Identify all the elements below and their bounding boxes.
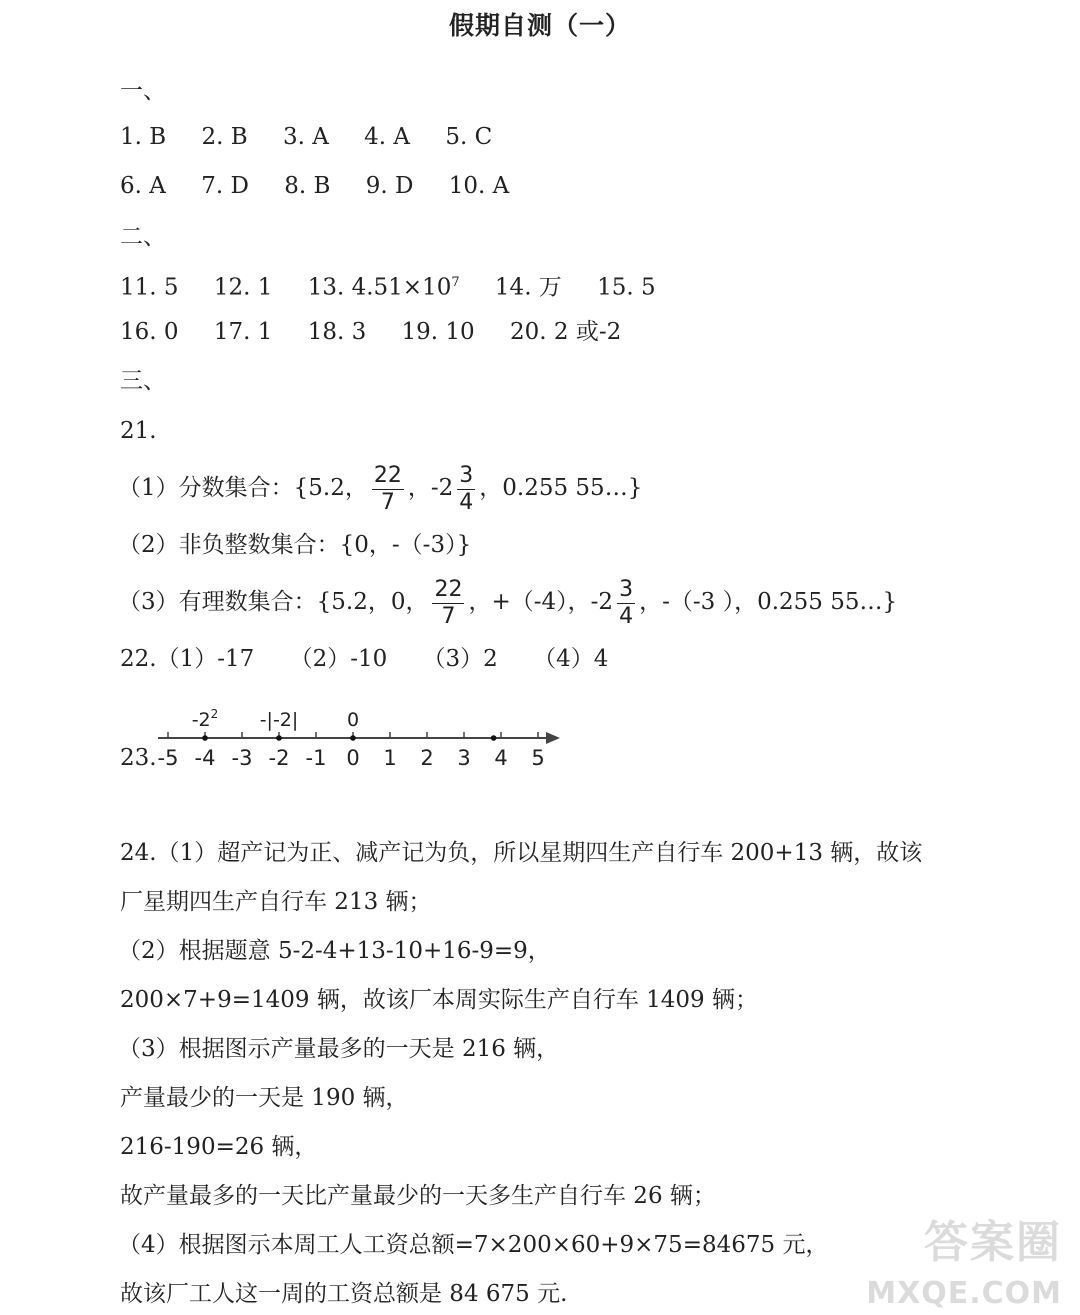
q24-line: 216-190=26 辆， — [120, 1134, 318, 1160]
tick-label: 4 — [494, 746, 508, 770]
section-heading-2: 二、 — [120, 224, 166, 250]
q24-line: 24.（1）超产记为正、减产记为负，所以星期四生产自行车 200+13 辆，故该 — [120, 840, 923, 866]
fraction-denominator: 7 — [380, 489, 395, 515]
answer-item: 11. 5 — [120, 274, 179, 301]
point-label — [260, 709, 299, 731]
q21-text: ，-2 — [407, 475, 454, 501]
q24-line: 厂星期四生产自行车 213 辆； — [120, 889, 432, 915]
q22-part: （4）4 — [533, 646, 609, 672]
answer-row-2 — [120, 171, 509, 201]
q22-part: 22.（1）-17 — [120, 646, 255, 672]
point-label-base: -|-2| — [259, 709, 299, 731]
answer-item: 6. A — [120, 173, 166, 199]
watermark — [866, 1206, 1062, 1311]
page-title: 假期自测（一） — [448, 11, 631, 40]
answer-item: 10. A — [448, 173, 510, 199]
answer-row-1 — [120, 122, 492, 152]
q21-text: （3）有理数集合：{5.2，0， — [118, 589, 429, 615]
q22-answers — [120, 644, 608, 674]
answer-item: 7. D — [201, 173, 249, 199]
watermark-url: MXQE.COM — [866, 1276, 1062, 1311]
q21-text: ，+（-4），-2 — [468, 589, 614, 615]
fraction — [432, 577, 464, 630]
fraction-denominator: 4 — [619, 603, 634, 629]
q21-text: （1）分数集合：{5.2， — [118, 475, 368, 501]
section-heading-3: 三、 — [120, 368, 166, 394]
fraction-denominator: 7 — [441, 603, 456, 629]
answer-item: 8. B — [284, 173, 331, 199]
answer-item: 12. 1 — [213, 274, 273, 301]
fraction-numerator: 3 — [459, 462, 474, 488]
answer-item: 17. 1 — [213, 319, 273, 345]
answer-item: 20. 2 或-2 — [510, 319, 622, 345]
point-marker — [350, 735, 356, 741]
fraction-numerator: 3 — [619, 576, 634, 602]
answer-item: 15. 5 — [597, 274, 656, 301]
answer-item: 14. 万 — [494, 274, 562, 301]
answer-item: 3. A — [282, 124, 329, 150]
q21-answer-2: （2）非负整数集合：{0，-（-3）} — [118, 532, 472, 558]
answer-item: 1. B — [120, 124, 167, 150]
q22-part: （2）-10 — [289, 646, 388, 672]
q24-line: 故该厂工人这一周的工资总额是 84 675 元. — [120, 1281, 568, 1307]
answer-item: 5. C — [445, 124, 493, 150]
point-label-exponent: 2 — [210, 707, 219, 721]
point-marker — [491, 735, 497, 741]
tick-label: 5 — [531, 746, 545, 770]
fraction — [457, 463, 475, 516]
section-heading-1: 一、 — [120, 78, 166, 104]
q21-answer-3 — [118, 572, 897, 632]
point-label-base: -2 — [191, 709, 211, 731]
fraction-numerator: 22 — [434, 576, 463, 602]
q24-line: （3）根据图示产量最多的一天是 216 辆， — [118, 1036, 560, 1062]
q22-part: （3）2 — [422, 646, 498, 672]
tick-label: 2 — [420, 746, 434, 770]
tick-label: -4 — [194, 746, 216, 770]
fraction — [617, 577, 635, 630]
q23-label: 23. — [120, 745, 157, 771]
answer-item: 13. 4.51×10 — [307, 274, 452, 301]
q24-line: （2）根据题意 5-2-4+13-10+16-9=9， — [118, 938, 551, 964]
q24-line: （4）根据图示本周工人工资总额=7×200×60+9×75=84675 元， — [118, 1232, 829, 1258]
answer-item: 4. A — [364, 124, 411, 150]
answer-row-3 — [120, 268, 656, 303]
point-marker — [276, 735, 282, 741]
q24-line: 故产量最多的一天比产量最少的一天多生产自行车 26 辆； — [120, 1183, 716, 1209]
fraction-denominator: 4 — [459, 489, 474, 515]
exponent: 7 — [451, 275, 460, 290]
answer-item: 18. 3 — [307, 319, 367, 345]
tick-label: -1 — [305, 746, 327, 770]
answer-item: 16. 0 — [120, 319, 179, 345]
q21-text: ，-（-3 ），0.255 55…} — [639, 589, 898, 615]
answer-row-4 — [120, 317, 621, 347]
q24-line: 产量最少的一天是 190 辆， — [120, 1085, 409, 1111]
q21-text: ，0.255 55…} — [479, 475, 643, 501]
fraction — [372, 463, 404, 516]
fraction-numerator: 22 — [373, 462, 402, 488]
point-marker — [202, 735, 208, 741]
tick-label: 0 — [346, 746, 360, 770]
point-label — [347, 709, 359, 731]
tick-label: 1 — [383, 746, 397, 770]
q21-answer-1 — [118, 458, 642, 518]
point-label — [192, 707, 219, 731]
tick-label: -3 — [231, 746, 253, 770]
tick-label: -2 — [268, 746, 290, 770]
q21-label: 21. — [120, 418, 157, 444]
number-line — [120, 700, 580, 780]
watermark-logo: 答案圈 — [924, 1217, 1062, 1268]
tick-label: -5 — [157, 746, 179, 770]
arrow-icon — [546, 732, 560, 744]
point-label-base: 0 — [346, 709, 360, 731]
answer-item: 2. B — [201, 124, 248, 150]
answer-item: 9. D — [365, 173, 414, 199]
tick-label: 3 — [457, 746, 471, 770]
answer-item: 19. 10 — [401, 319, 475, 345]
q24-line: 200×7+9=1409 辆，故该厂本周实际生产自行车 1409 辆； — [120, 987, 758, 1013]
